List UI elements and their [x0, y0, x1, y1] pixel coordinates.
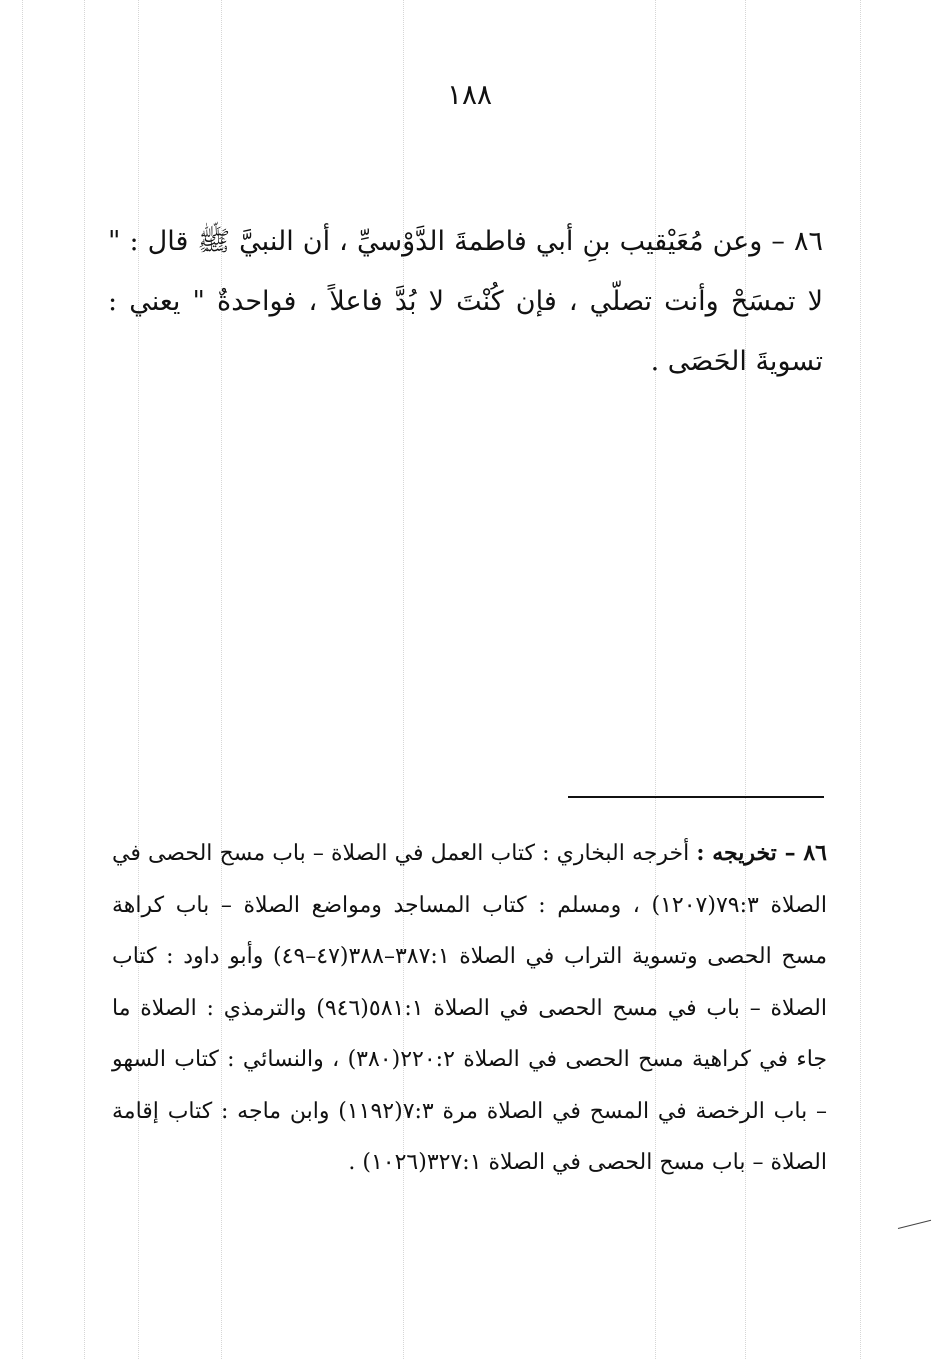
scan-dotted-line [860, 0, 861, 1359]
scan-dotted-line [84, 0, 85, 1359]
footnote-text: أخرجه البخاري : كتاب العمل في الصلاة – باب مسح الحصى في الصلاة ٧٩:٣(١٢٠٧) ، ومسلم : كتاب المساجد ومواضع الصلاة – باب كراهة مسح الحصى وتسوية التراب في الصلاة ٣٨٧:١–٣٨٨(٤٧–٤٩) وأبو داود : كتاب الصلاة – باب في مسح الحصى في الصلاة ٥٨١:١(٩٤٦) والترمذي : الصلاة ما جاء في كراهية مسح الحصى في الصلاة ٢٢٠:٢(٣٨٠) ، والنسائي : كتاب السهو – باب الرخصة في المسح في الصلاة مرة ٧:٣(١١٩٢) وابن ماجه : كتاب إقامة الصلاة – باب مسح الحصى في الصلاة ٣٢٧:١(١٠٢٦) . [112, 841, 827, 1175]
margin-pen-mark [898, 1220, 931, 1229]
footnote-separator [568, 796, 824, 798]
page-number: ١٨٨ [446, 78, 493, 111]
footnote-paragraph [112, 828, 827, 1189]
footnote-label: ٨٦ – تخريجه : [696, 840, 827, 866]
footnote-block [112, 828, 827, 1189]
hadith-text-block [108, 212, 823, 392]
hadith-text: ٨٦ – وعن مُعَيْقيب بنِ أبي فاطمةَ الدَّوْسيِّ ، أن النبيَّ ﷺ قال : " لا تمسَحْ وأنت تصلّي ، فإن كُنْتَ لا بُدَّ فاعلاً ، فواحدةٌ " يعني : تسويةَ الحَصَى . [108, 226, 823, 377]
scan-dotted-line [22, 0, 23, 1359]
